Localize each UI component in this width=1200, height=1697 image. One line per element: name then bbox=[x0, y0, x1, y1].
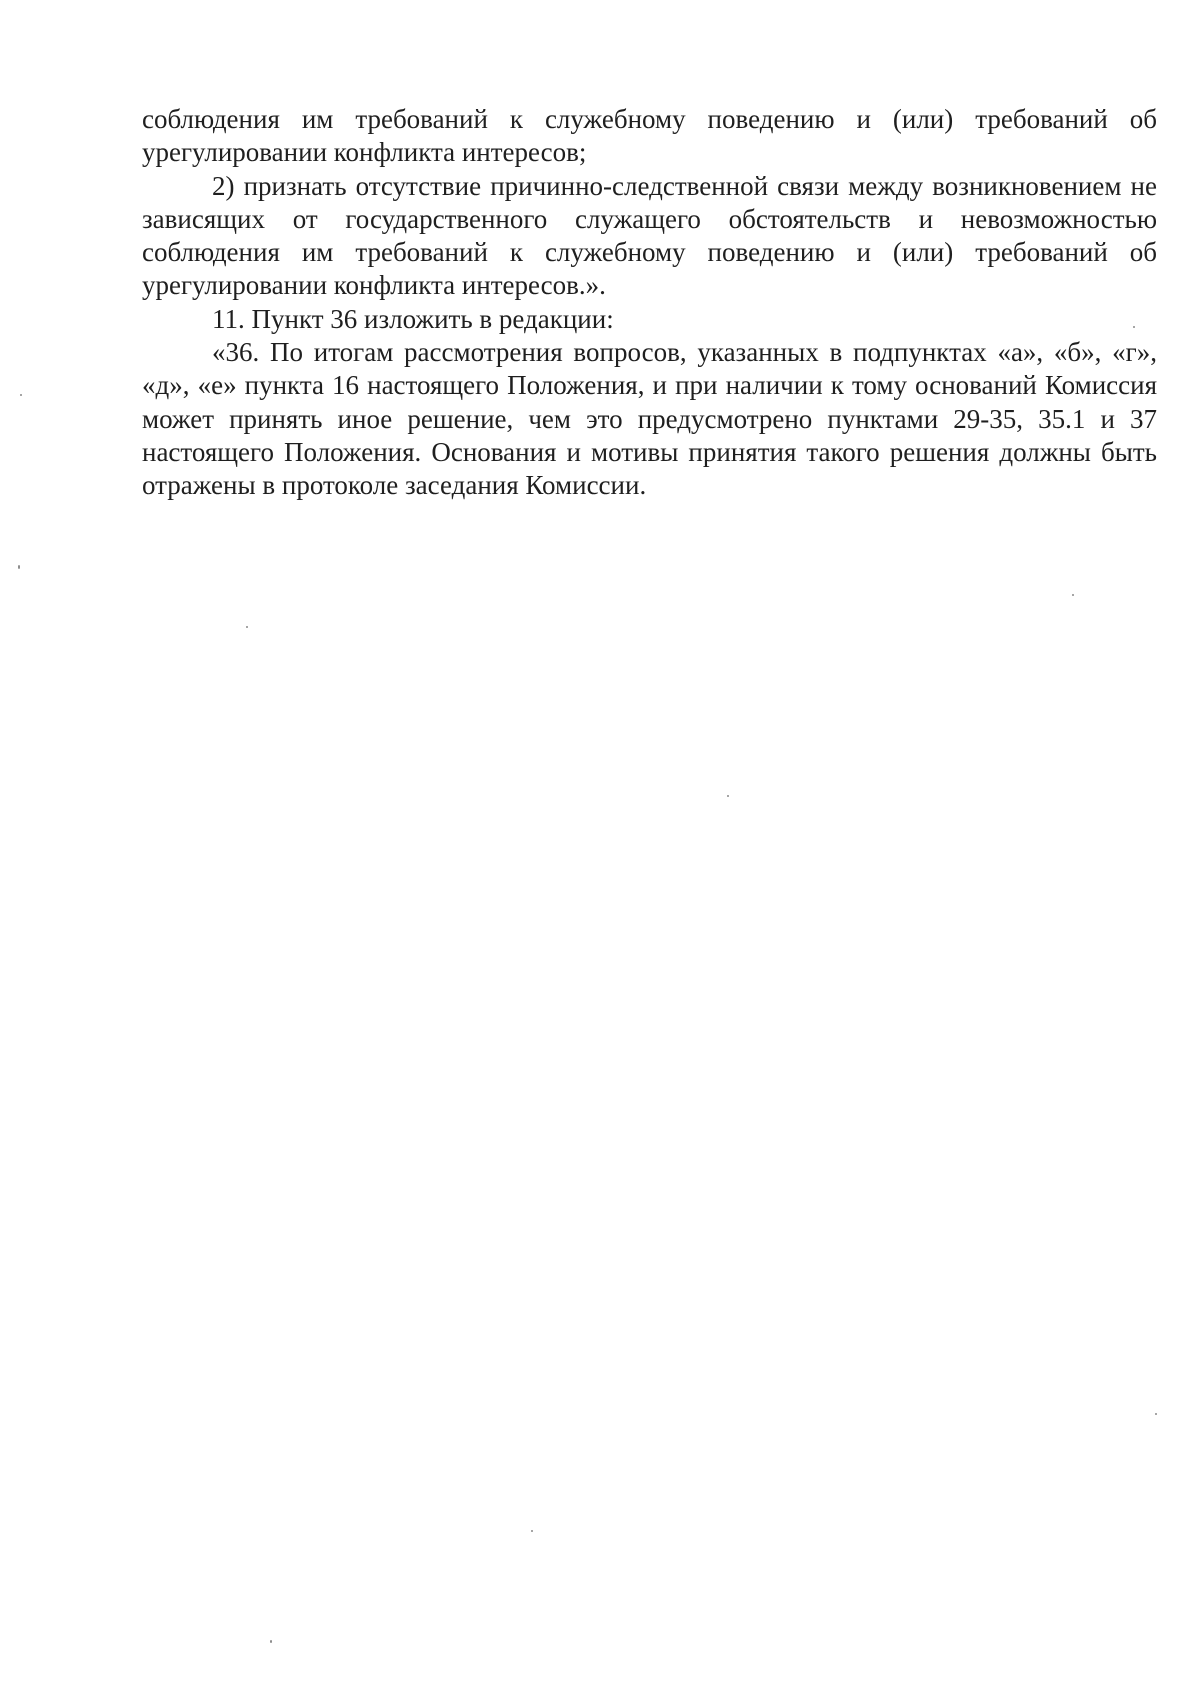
paragraph-item-36: «36. По итогам рассмотрения вопросов, указанных в подпунктах «а», «б», «г», «д», «е» пункта 16 настоящего Положения, и при наличии к тому оснований Комиссия может принять иное решение, чем это предусмотрено пунктами 29-35, 35.1 и 37 настоящего Положения. Основания и мотивы принятия такого решения должны быть отражены в протоколе заседания Комиссии. bbox=[142, 337, 1157, 501]
document-body bbox=[142, 103, 1157, 503]
scan-speck bbox=[1155, 1413, 1157, 1415]
scan-speck bbox=[246, 626, 248, 628]
paragraph-item-2: 2) признать отсутствие причинно-следственной связи между возникновением не зависящих от государственного служащего обстоятельств и невозможностью соблюдения им требований к служебному поведению и (или) требований об урегулировании конфликта интересов.». bbox=[142, 170, 1157, 301]
scan-speck bbox=[1072, 594, 1074, 596]
paragraph-item-11: 11. Пункт 36 изложить в редакции: bbox=[212, 303, 614, 334]
scan-speck bbox=[20, 394, 22, 396]
scan-speck bbox=[18, 565, 20, 569]
paragraph-continuation: соблюдения им требований к служебному поведению и (или) требований об урегулировании конфликта интересов; bbox=[142, 104, 1157, 168]
scan-speck bbox=[727, 795, 729, 797]
scan-speck bbox=[270, 1640, 272, 1643]
scan-speck bbox=[531, 1530, 533, 1532]
scan-speck bbox=[1133, 326, 1135, 328]
